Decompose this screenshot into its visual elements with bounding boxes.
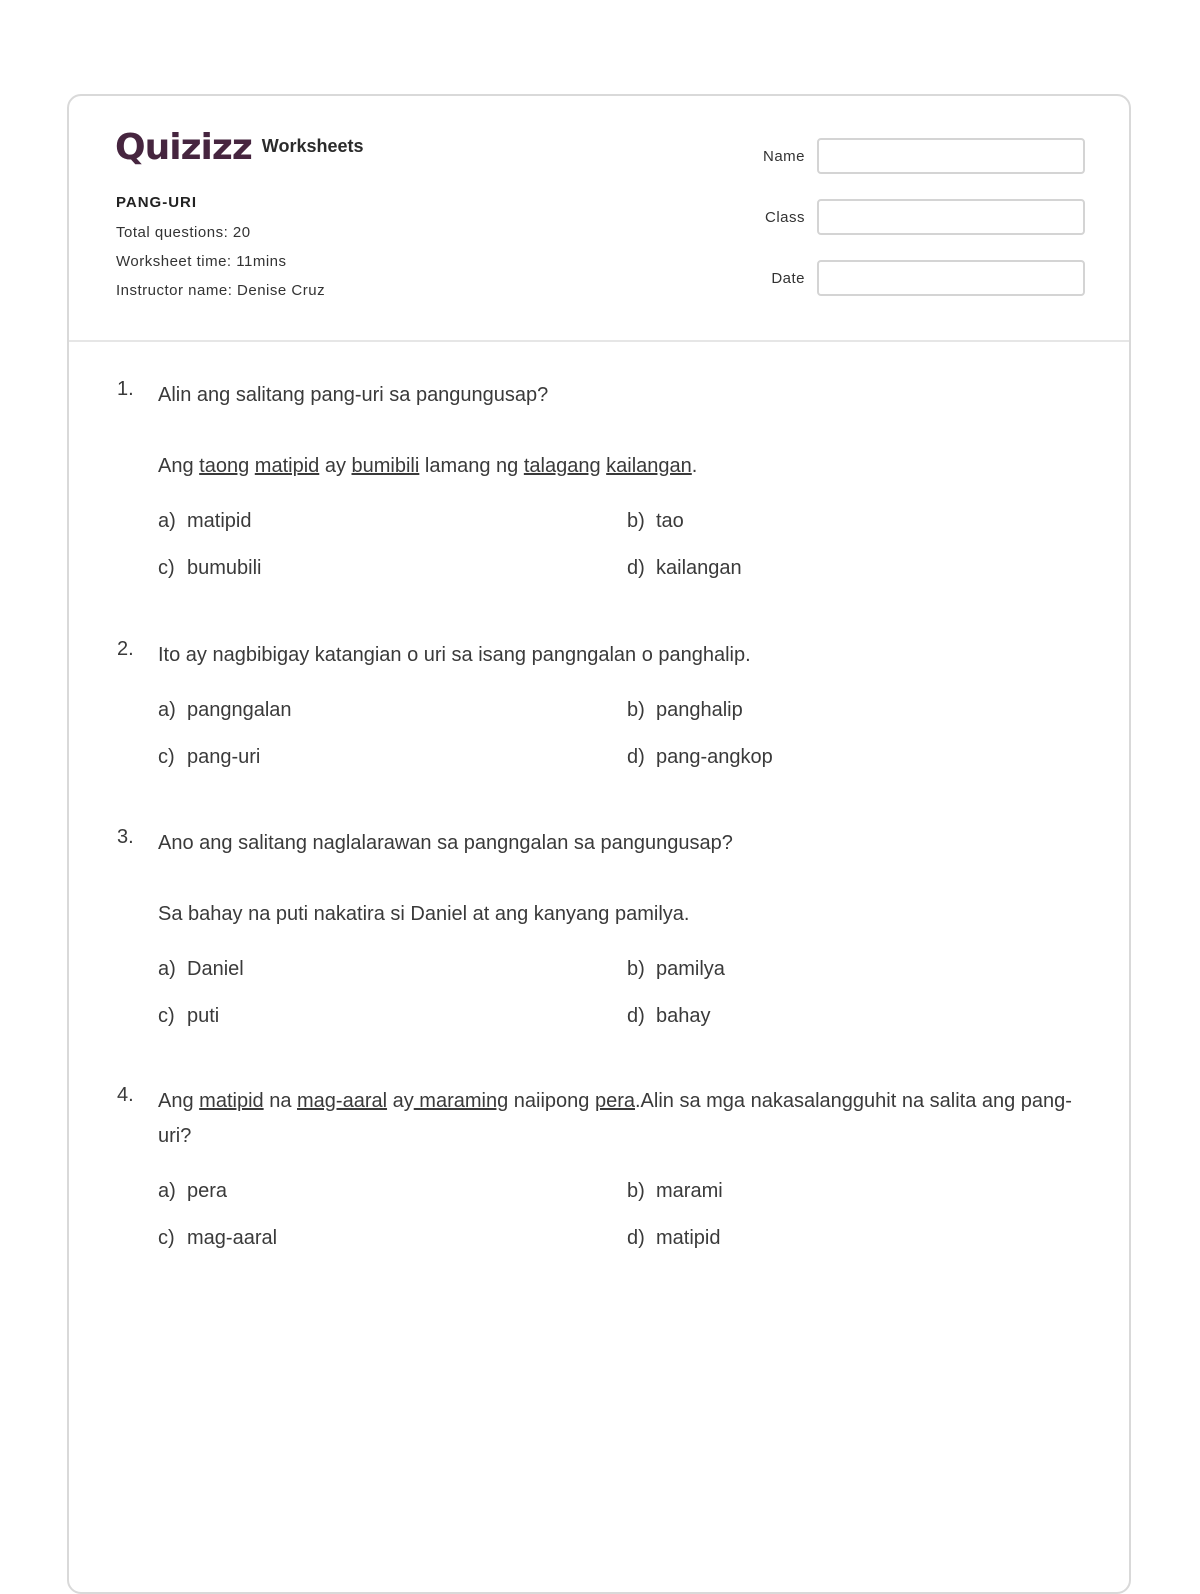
option-letter: d)	[627, 1227, 645, 1249]
option-text: kailangan	[656, 557, 742, 579]
option-letter: d)	[627, 1005, 645, 1027]
text-part: na	[263, 1090, 297, 1112]
option-text: pamilya	[656, 958, 725, 980]
date-label: Date	[771, 269, 805, 287]
option-text: tao	[656, 510, 684, 532]
question-number: 1.	[117, 378, 134, 400]
question-4	[117, 1084, 1087, 1284]
option-d[interactable]	[627, 1221, 1096, 1256]
text-part: .Alin sa mga nakasalangguhit na salita ang pang-uri?	[158, 1090, 1072, 1147]
option-text: matipid	[656, 1227, 721, 1249]
option-d[interactable]	[627, 999, 1096, 1034]
sentence-part: Ang	[158, 455, 200, 477]
worksheet-meta	[116, 194, 325, 311]
question-text: Ito ay nagbibigay katangian o uri sa isang pangngalan o panghalip.	[158, 644, 751, 666]
date-field-row	[759, 260, 1085, 296]
question-list	[117, 378, 1087, 1284]
question-1	[117, 378, 1087, 638]
option-letter: a)	[158, 958, 176, 980]
sentence-part: lamang ng	[419, 455, 524, 477]
option-letter: c)	[158, 746, 175, 768]
underlined-word: taong	[199, 455, 250, 477]
option-text: pang-uri	[187, 746, 261, 768]
worksheet-header	[69, 96, 1129, 342]
worksheet-title: PANG-URI	[116, 194, 198, 211]
question-sentence: Sa bahay na puti nakatira si Daniel at ang kanyang pamilya.	[158, 903, 690, 925]
option-letter: b)	[627, 958, 645, 980]
sentence-part: .	[691, 455, 698, 477]
instructor-name: Instructor name: Denise Cruz	[116, 282, 326, 299]
answer-options	[158, 1174, 1087, 1256]
logo-brand: Quizizz	[115, 127, 252, 168]
quizizz-logo	[115, 126, 364, 170]
question-number: 3.	[117, 826, 134, 848]
name-field-row	[759, 138, 1085, 174]
question-2	[117, 638, 1087, 826]
option-text: puti	[187, 1005, 220, 1027]
option-c[interactable]	[158, 740, 627, 775]
option-text: bahay	[656, 1005, 711, 1027]
option-c[interactable]	[158, 999, 627, 1034]
option-d[interactable]	[627, 551, 1096, 586]
text-part: naiipong	[508, 1090, 595, 1112]
question-number: 4.	[117, 1084, 134, 1106]
question-text	[158, 1084, 1087, 1154]
option-text: pangngalan	[187, 699, 292, 721]
option-letter: d)	[627, 746, 645, 768]
text-part: ay	[387, 1090, 414, 1112]
answer-options	[158, 693, 1087, 775]
option-text: Daniel	[187, 958, 244, 980]
option-letter: c)	[158, 1227, 175, 1249]
logo-subtitle: Worksheets	[261, 136, 364, 156]
option-letter: c)	[158, 557, 175, 579]
date-input[interactable]	[817, 260, 1085, 296]
option-letter: b)	[627, 699, 645, 721]
option-letter: a)	[158, 510, 176, 532]
option-letter: b)	[627, 510, 645, 532]
question-number: 2.	[117, 638, 134, 660]
option-text: mag-aaral	[187, 1227, 278, 1249]
class-label: Class	[764, 208, 805, 226]
worksheet-time: Worksheet time: 11mins	[116, 253, 287, 270]
option-d[interactable]	[627, 740, 1096, 775]
underlined-word: bumibili	[351, 455, 420, 477]
option-letter: c)	[158, 1005, 175, 1027]
option-letter: a)	[158, 699, 176, 721]
answer-options	[158, 504, 1087, 586]
answer-options	[158, 952, 1087, 1034]
option-text: marami	[656, 1180, 723, 1202]
option-c[interactable]	[158, 1221, 627, 1256]
option-a[interactable]	[158, 693, 627, 728]
option-b[interactable]	[627, 504, 1096, 539]
class-input[interactable]	[817, 199, 1085, 235]
option-b[interactable]	[627, 693, 1096, 728]
option-a[interactable]	[158, 952, 627, 987]
question-sentence	[158, 449, 1087, 484]
total-questions: Total questions: 20	[116, 224, 251, 241]
option-text: panghalip	[656, 699, 743, 721]
option-a[interactable]	[158, 1174, 627, 1209]
option-letter: b)	[627, 1180, 645, 1202]
option-text: matipid	[187, 510, 252, 532]
underlined-word: matipid	[199, 1090, 264, 1112]
underlined-word: matipid	[254, 455, 320, 477]
underlined-word: talagang	[523, 455, 601, 477]
student-fields	[759, 138, 1085, 321]
option-letter: d)	[627, 557, 645, 579]
option-b[interactable]	[627, 952, 1096, 987]
class-field-row	[759, 199, 1085, 235]
option-text: bumubili	[187, 557, 262, 579]
underlined-word: mag-aaral	[297, 1090, 388, 1112]
question-text: Ano ang salitang naglalarawan sa pangngalan sa pangungusap?	[158, 832, 733, 854]
question-3	[117, 826, 1087, 1084]
option-c[interactable]	[158, 551, 627, 586]
option-b[interactable]	[627, 1174, 1096, 1209]
option-text: pera	[187, 1180, 228, 1202]
option-a[interactable]	[158, 504, 627, 539]
sentence-part: ay	[319, 455, 352, 477]
underlined-word: maraming	[413, 1090, 509, 1112]
option-letter: a)	[158, 1180, 176, 1202]
underlined-word: pera	[594, 1090, 635, 1112]
worksheet-page	[67, 94, 1131, 1594]
option-text: pang-angkop	[656, 746, 773, 768]
question-text: Alin ang salitang pang-uri sa pangungusap?	[158, 384, 549, 406]
name-input[interactable]	[817, 138, 1085, 174]
underlined-word: kailangan	[606, 455, 692, 477]
name-label: Name	[762, 147, 805, 165]
text-part: Ang	[158, 1090, 200, 1112]
